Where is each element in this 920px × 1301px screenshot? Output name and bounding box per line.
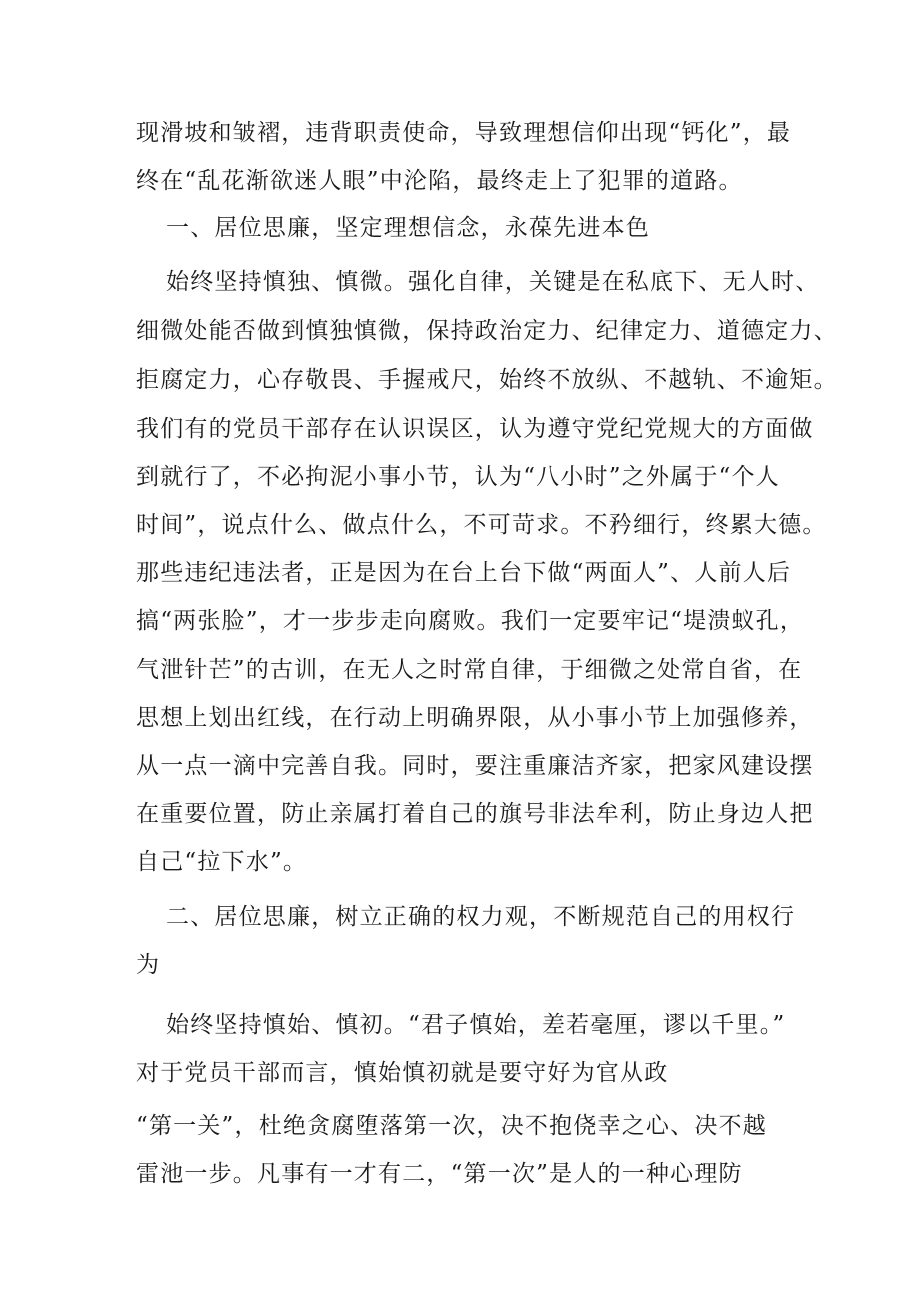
text-line: “第一关”，杜绝贪腐堕落第一次，决不抱侥幸之心、决不越 (136, 1113, 767, 1139)
text-line: 自己“拉下水”。 (136, 849, 308, 875)
text-line: 细微处能否做到慎独慎微，保持政治定力、纪律定力、道德定力、 (136, 318, 838, 344)
text-line: 思想上划出红线，在行动上明确界限，从小事小节上加强修养， (136, 705, 814, 731)
text-line: 对于党员干部而言，慎始慎初就是要守好为官从政 (136, 1060, 669, 1086)
text-line: 到就行了，不必拘泥小事小节，认为“八小时”之外属于“个人 (136, 464, 780, 490)
text-line: 终在“乱花渐欲迷人眼”中沦陷，最终走上了犯罪的道路。 (136, 168, 743, 194)
section-heading-1: 一、居位思廉，坚定理想信念，永葆先进本色 (166, 215, 650, 241)
text-line: 气泄针芒”的古训，在无人之时常自律，于细微之处常自省，在 (136, 657, 803, 683)
text-line: 始终坚持慎独、慎微。强化自律，关键是在私底下、无人时、 (166, 269, 820, 295)
text-line: 拒腐定力，心存敬畏、手握戒尺，始终不放纵、不越轨、不逾矩。 (136, 367, 838, 393)
text-line: 雷池一步。凡事有一才有二，“第一次”是人的一种心理防 (136, 1161, 743, 1187)
text-line: 现滑坡和皱褶，违背职责使命，导致理想信仰出现“钙化”，最 (136, 120, 792, 146)
text-line: 搞“两张脸”，才一步步走向腐败。我们一定要牢记“堤溃蚁孔， (136, 608, 805, 634)
text-line: 那些违纪违法者，正是因为在台上台下做“两面人”、人前人后 (136, 560, 792, 586)
text-line: 从一点一滴中完善自我。同时，要注重廉洁齐家，把家风建设摆 (136, 753, 814, 779)
text-line: 时间”，说点什么、做点什么，不可苛求。不矜细行，终累大德。 (136, 512, 827, 538)
section-heading-2-continued: 为 (136, 952, 161, 978)
text-line: 我们有的党员干部存在认识误区，认为遵守党纪党规大的方面做 (136, 416, 814, 442)
section-heading-2: 二、居位思廉，树立正确的权力观，不断规范自己的用权行 (166, 904, 796, 930)
text-line: 始终坚持慎始、慎初。“君子慎始，差若毫厘，谬以千里。” (166, 1012, 786, 1038)
text-line: 在重要位置，防止亲属打着自己的旗号非法牟利，防止身边人把 (136, 801, 814, 827)
